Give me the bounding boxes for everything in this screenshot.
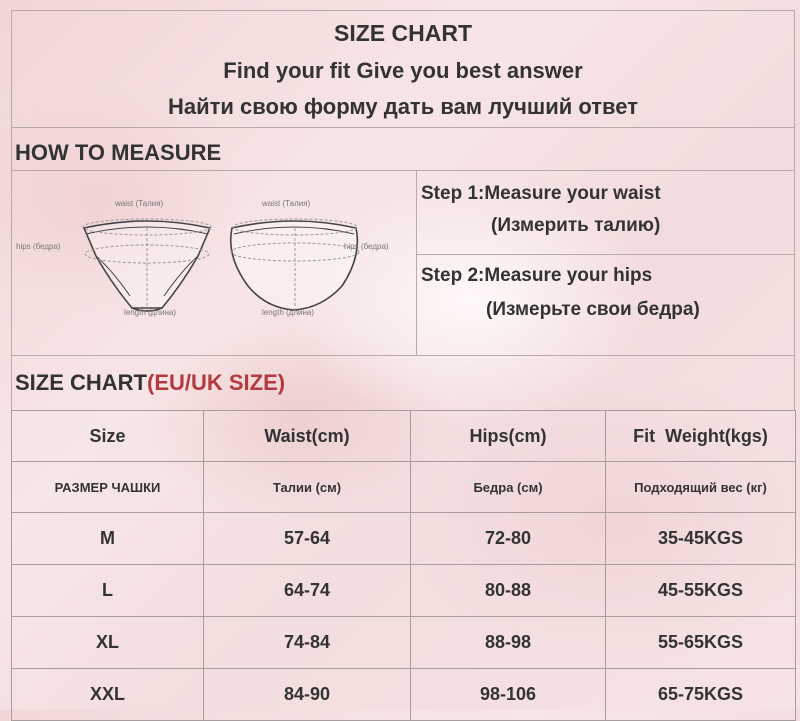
waist-cell: 64-74 [204, 565, 411, 617]
size-cell: M [12, 513, 204, 565]
length-label: length (длина) [262, 308, 315, 317]
header-size-ru: РАЗМЕР ЧАШКИ [12, 462, 204, 513]
header [11, 10, 795, 128]
step2-translation: (Измерьте свои бедра) [486, 299, 700, 320]
how-to-measure-section [11, 127, 795, 356]
measurement-diagram [12, 186, 412, 356]
subtitle-russian: Найти свою форму дать вам лучший ответ [167, 94, 639, 119]
header-weight-ru: Подходящий вес (кг) [606, 462, 796, 513]
header-size: Size [12, 411, 204, 462]
step1-text: Step 1:Measure your waist [421, 183, 661, 204]
header-hips: Hips(cm) [411, 411, 606, 462]
divider [416, 254, 794, 255]
size-cell: L [12, 565, 204, 617]
size-chart-heading [11, 355, 795, 410]
size-chart-title [15, 370, 285, 396]
hips-cell: 98-106 [411, 669, 606, 721]
table-header-row-russian [12, 462, 796, 513]
hips-label: hips (бедра) [16, 242, 61, 251]
table-row [12, 513, 796, 565]
hips-cell: 72-80 [411, 513, 606, 565]
weight-cell: 35-45KGS [606, 513, 796, 565]
step2-text: Step 2:Measure your hips [421, 265, 653, 286]
subtitle-english: Find your fit Give you best answer [223, 58, 583, 83]
divider [416, 170, 417, 355]
header-waist: Waist(cm) [204, 411, 411, 462]
waist-cell: 84-90 [204, 669, 411, 721]
waist-cell: 74-84 [204, 617, 411, 669]
divider [12, 170, 794, 171]
waist-cell: 57-64 [204, 513, 411, 565]
hips-cell: 88-98 [411, 617, 606, 669]
header-hips-ru: Бедра (см) [411, 462, 606, 513]
waist-label: waist (Талия) [262, 199, 311, 208]
panty-front-illustration [12, 186, 412, 356]
size-chart-title-main: SIZE CHART [15, 370, 147, 395]
header-weight: Fit Weight(kgs) [606, 411, 796, 462]
header-waist-ru: Талии (см) [204, 462, 411, 513]
how-to-measure-title: HOW TO MEASURE [15, 140, 222, 165]
length-label: length (длина) [124, 308, 177, 317]
size-cell: XXL [12, 669, 204, 721]
step1-translation: (Измерить талию) [491, 215, 661, 236]
weight-cell: 65-75KGS [606, 669, 796, 721]
hips-label: hips (бедра) [344, 242, 389, 251]
table-row [12, 669, 796, 721]
table-row [12, 565, 796, 617]
page-title: SIZE CHART [334, 20, 472, 46]
size-cell: XL [12, 617, 204, 669]
size-chart-title-accent: (EU/UK SIZE) [147, 370, 286, 395]
weight-cell: 45-55KGS [606, 565, 796, 617]
weight-cell: 55-65KGS [606, 617, 796, 669]
table-row [12, 617, 796, 669]
hips-cell: 80-88 [411, 565, 606, 617]
size-table [11, 410, 796, 721]
waist-label: waist (Талия) [115, 199, 164, 208]
table-header-row [12, 411, 796, 462]
